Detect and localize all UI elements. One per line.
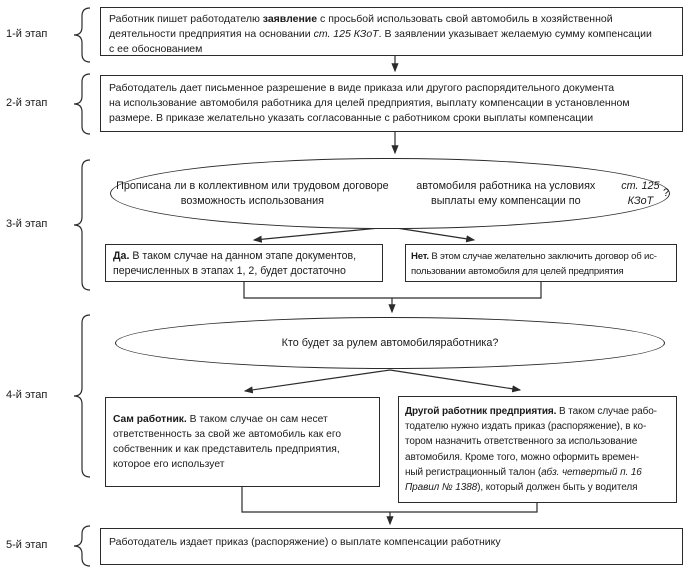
- stage3-question-ellipse: Прописана ли в коллективном или трудовом договоре возможность использования автомобиля работника на условиях выплаты ему компенсации по ст. 125 КЗоТ ?: [110, 158, 670, 229]
- stage4-self-driver-text: Сам работник. В таком случае он сам несет ответственность за свой же автомобиль как его собственник и как представитель предприятия, которое его использует: [113, 414, 342, 470]
- stage-label-1: 1-й этап: [6, 28, 48, 40]
- brace-stage-2: [74, 74, 90, 134]
- stage-label-2: 2-й этап: [6, 97, 48, 109]
- stage5-order-box: Работодатель издает приказ (распоряжение) о выплате компенсации работнику: [100, 528, 683, 565]
- brace-stage-4: [74, 315, 90, 477]
- arrow-question3-yes: [254, 227, 390, 240]
- stage1-application-box: Работник пишет работодателю заявление с просьбой использовать свой автомобиль в хозяйственной деятельности предприятия на основании ст. 125 КЗоТ. В заявлении указывает желаемую сумму компенсации с ее обоснованием: [100, 7, 683, 56]
- stage4-question-ellipse: Кто будет за рулем автомобиля работника?: [115, 317, 665, 369]
- brace-stage-5: [74, 526, 90, 566]
- stage-label-4: 4-й этап: [6, 389, 48, 401]
- stage3-yes-box: Да. В таком случае на данном этапе документов, перечисленных в этапах 1, 2, будет достаточно: [105, 244, 383, 282]
- stage4-other-driver-text: Другой работник предприятия. В таком случае рабо- тодателю нужно издать приказ (распоряжение), в ко- тором назначить ответственного за использование автомобиля. Кроме того, можно оформить времен- ный регистрационный талон (абз. четвертый п. 16 Правил № 1388), который должен быть у водителя: [405, 405, 657, 493]
- brace-stage-3: [74, 160, 90, 290]
- stage3-no-box: Нет. В этом случае желательно заключить договор об ис- пользовании автомобиля для целей предприятия: [405, 244, 677, 282]
- arrow-question4-self: [245, 370, 390, 391]
- merge-line-stage-3: [244, 282, 541, 298]
- arrow-question4-other: [390, 370, 520, 390]
- stage-label-3: 3-й этап: [6, 218, 48, 230]
- stage4-self-driver-box: [105, 397, 380, 487]
- stage-label-5: 5-й этап: [6, 539, 48, 551]
- stage4-other-driver-box: [398, 396, 677, 503]
- brace-stage-1: [74, 8, 90, 62]
- stage2-permission-box: Работодатель дает письменное разрешение в виде приказа или другого распорядительного документа на использование автомобиля работника для целей предприятия, выплату компенсации в установленном размере. В приказе желательно указать согласованные с работником сроки выплаты компенсации: [100, 75, 683, 132]
